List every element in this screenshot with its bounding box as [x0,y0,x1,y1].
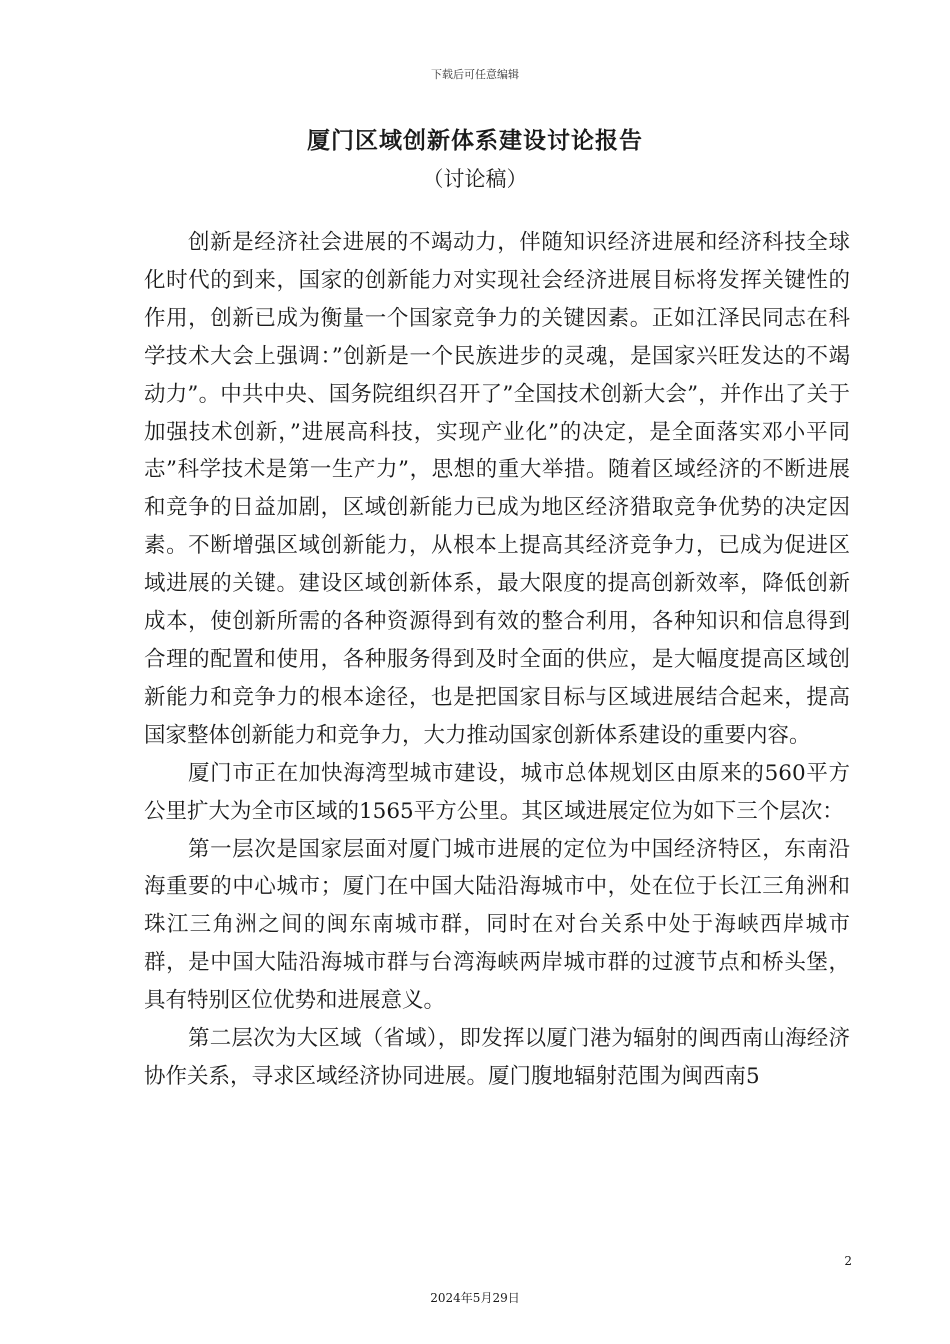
document-title: 厦门区域创新体系建设讨论报告 [307,128,643,154]
document-subtitle: （讨论稿） [422,167,528,191]
paragraph: 创新是经济社会进展的不竭动力，伴随知识经济进展和经济科技全球化时代的到来，国家的创新能力对实现社会经济进展目标将发挥关键性的作用，创新已成为衡量一个国家竞争力的关键因素。正如江泽民同志在科学技术大会上强调：”创新是一个民族进步的灵魂，是国家兴旺发达的不竭动力”。中共中央、国务院组织召开了”全国技术创新大会”，并作出了关于加强技术创新，”进展高科技，实现产业化”的决定，是全面落实邓小平同志”科学技术是第一生产力”，思想的重大举措。随着区域经济的不断进展和竞争的日益加剧，区域创新能力已成为地区经济猎取竞争优势的决定因素。不断增强区域创新能力，从根本上提高其经济竞争力，已成为促进区域进展的关键。建设区域创新体系，最大限度的提高创新效率，降低创新成本，使创新所需的各种资源得到有效的整合利用，各种知识和信息得到合理的配置和使用，各种服务得到及时全面的供应，是大幅度提高区域创新能力和竞争力的根本途径，也是把国家目标与区域进展结合起来，提高国家整体创新能力和竞争力，大力推动国家创新体系建设的重要内容。 [144,230,850,748]
paragraph: 厦门市正在加快海湾型城市建设，城市总体规划区由原来的560平方公里扩大为全市区域的1565平方公里。其区域进展定位为如下三个层次： [144,760,850,824]
paragraph: 第一层次是国家层面对厦门城市进展的定位为中国经济特区，东南沿海重要的中心城市；厦门在中国大陆沿海城市中，处在位于长江三角洲和珠江三角洲之间的闽东南城市群，同时在对台关系中处于海峡西岸城市群，是中国大陆沿海城市群与台湾海峡两岸城市群的过渡节点和桥头堡，具有特别区位优势和进展意义。 [144,836,850,1014]
paragraph: 第二层次为大区域（省域），即发挥以厦门港为辐射的闽西南山海经济协作关系，寻求区域经济协同进展。厦门腹地辐射范围为闽西南5 [144,1026,850,1089]
header-note: 下载后可任意编辑 [431,68,519,81]
document-body [144,224,850,1096]
page-number: 2 [844,1254,852,1268]
footer-date: 2024年5月29日 [430,1291,520,1305]
